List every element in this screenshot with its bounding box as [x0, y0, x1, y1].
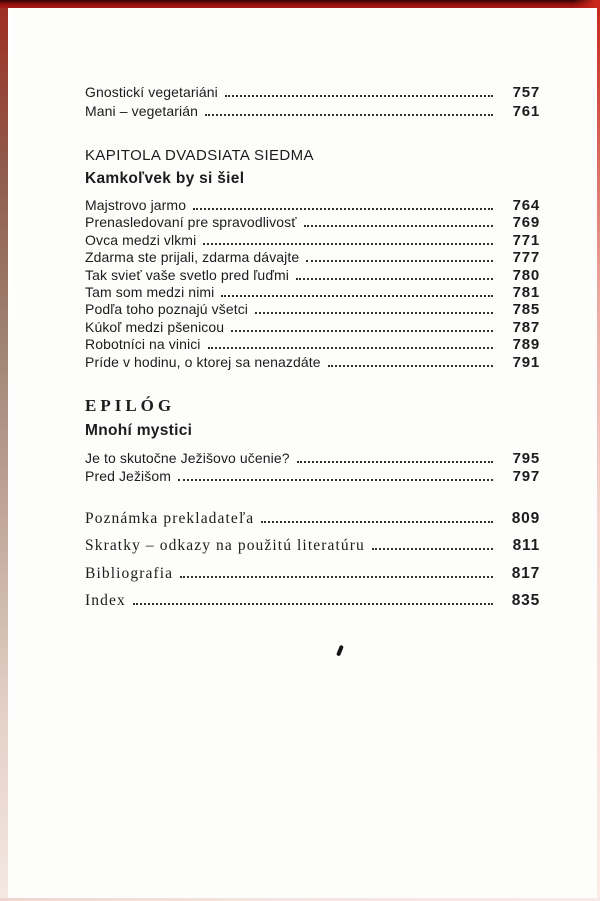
book-cover-edge-top-right — [574, 0, 600, 8]
toc-entry — [85, 592, 540, 619]
dot-leader — [208, 347, 493, 349]
dot-leader — [255, 312, 493, 314]
toc-entry-title: Bibliografia — [85, 564, 174, 582]
toc-entry — [85, 103, 540, 122]
book-cover-edge-top — [0, 0, 600, 8]
dot-leader — [297, 461, 493, 463]
toc-entry — [85, 284, 540, 301]
chapter-title: Kamkoľvek by si šiel — [85, 170, 245, 187]
toc-entry-title: Pred Ježišom — [85, 468, 172, 484]
dot-leader — [328, 365, 493, 367]
toc-entry — [85, 267, 540, 284]
toc-entry-title: Príde v hodinu, o ktorej sa nenazdáte — [85, 353, 321, 370]
toc-entry-title: Index — [85, 591, 126, 609]
toc-entry-title: Je to skutočne Ježišovo učenie? — [85, 450, 290, 466]
toc-entry-title: Zdarma ste prijali, zdarma dávajte — [85, 249, 300, 266]
dot-leader — [372, 548, 493, 550]
dot-leader — [304, 225, 493, 227]
toc-entry-page-number: 791 — [512, 353, 540, 371]
toc-section-epilog-entries — [85, 450, 540, 486]
dot-leader — [178, 479, 493, 481]
toc-entry — [85, 249, 540, 266]
toc-entry-page-number: 789 — [512, 336, 540, 354]
toc-entry-page-number: 795 — [512, 450, 540, 467]
toc-entry-page-number: 785 — [512, 301, 540, 319]
toc-section-chapter-entries — [85, 197, 540, 371]
dot-leader — [231, 330, 493, 332]
toc-entry-page-number: 777 — [512, 249, 540, 267]
toc-entry — [85, 450, 540, 468]
toc-entry-page-number: 835 — [511, 591, 540, 609]
toc-entry — [85, 510, 540, 537]
dot-leader — [203, 243, 493, 245]
chapter-kicker: KAPITOLA DVADSIATA SIEDMA — [85, 147, 314, 164]
toc-entry-title: Tak svieť vaše svetlo pred ľuďmi — [85, 266, 289, 283]
toc-entry-page-number: 817 — [511, 564, 540, 582]
toc-entry-title: Skratky – odkazy na použitú literatúru — [85, 537, 365, 555]
toc-entry-title: Podľa toho poznajú všetci — [85, 301, 249, 318]
dot-leader — [296, 278, 493, 280]
dot-leader — [193, 208, 493, 210]
toc-entry-page-number: 809 — [511, 510, 540, 527]
toc-entry — [85, 336, 540, 353]
book-cover-edge-left — [0, 8, 8, 901]
toc-entry — [85, 301, 540, 318]
toc-entry-page-number: 757 — [512, 84, 540, 101]
toc-entry-page-number: 797 — [512, 468, 540, 485]
epilog-kicker: EPILÓG — [85, 396, 176, 415]
dot-leader — [306, 260, 493, 262]
ink-mark — [336, 645, 343, 657]
dot-leader — [205, 114, 493, 116]
dot-leader — [221, 295, 493, 297]
dot-leader — [225, 95, 493, 97]
toc-entry — [85, 565, 540, 592]
toc-entry-page-number: 811 — [512, 537, 540, 555]
toc-entry-title: Kúkoľ medzi pšenicou — [85, 318, 225, 335]
toc-entry — [85, 468, 540, 486]
toc-section-previous-chapter — [85, 84, 540, 121]
toc-entry-title: Tam som medzi nimi — [85, 283, 215, 300]
toc-entry-title: Ovca medzi vlkmi — [85, 231, 197, 248]
dot-leader — [180, 576, 493, 578]
toc-entry-title: Poznámka prekladateľa — [85, 510, 255, 527]
page-edge-highlight — [8, 10, 10, 890]
toc-entry-title: Majstrovo jarmo — [85, 197, 187, 213]
toc-entry-page-number: 781 — [512, 283, 540, 301]
toc-entry-title: Gnostickí vegetariáni — [85, 84, 218, 100]
toc-entry-title: Robotníci na vinici — [85, 336, 201, 353]
epilog-title: Mnohí mystici — [85, 422, 193, 439]
dot-leader — [261, 521, 493, 523]
dot-leader — [133, 603, 493, 605]
toc-section-backmatter — [85, 510, 540, 619]
toc-entry-page-number: 771 — [512, 231, 540, 249]
toc-entry-page-number: 787 — [512, 318, 540, 336]
toc-entry-page-number: 761 — [512, 102, 540, 120]
toc-entry — [85, 354, 540, 371]
toc-entry-page-number: 780 — [512, 266, 540, 284]
toc-entry-page-number: 769 — [512, 214, 540, 232]
toc-entry-title: Mani – vegetarián — [85, 102, 198, 119]
toc-entry — [85, 84, 540, 103]
toc-entry-title: Prenasledovaní pre spravodlivosť — [85, 214, 297, 231]
toc-entry — [85, 319, 540, 336]
toc-entry-page-number: 764 — [512, 197, 540, 214]
toc-entry — [85, 197, 540, 214]
toc-entry — [85, 232, 540, 249]
toc-entry — [85, 214, 540, 231]
toc-entry — [85, 537, 540, 564]
